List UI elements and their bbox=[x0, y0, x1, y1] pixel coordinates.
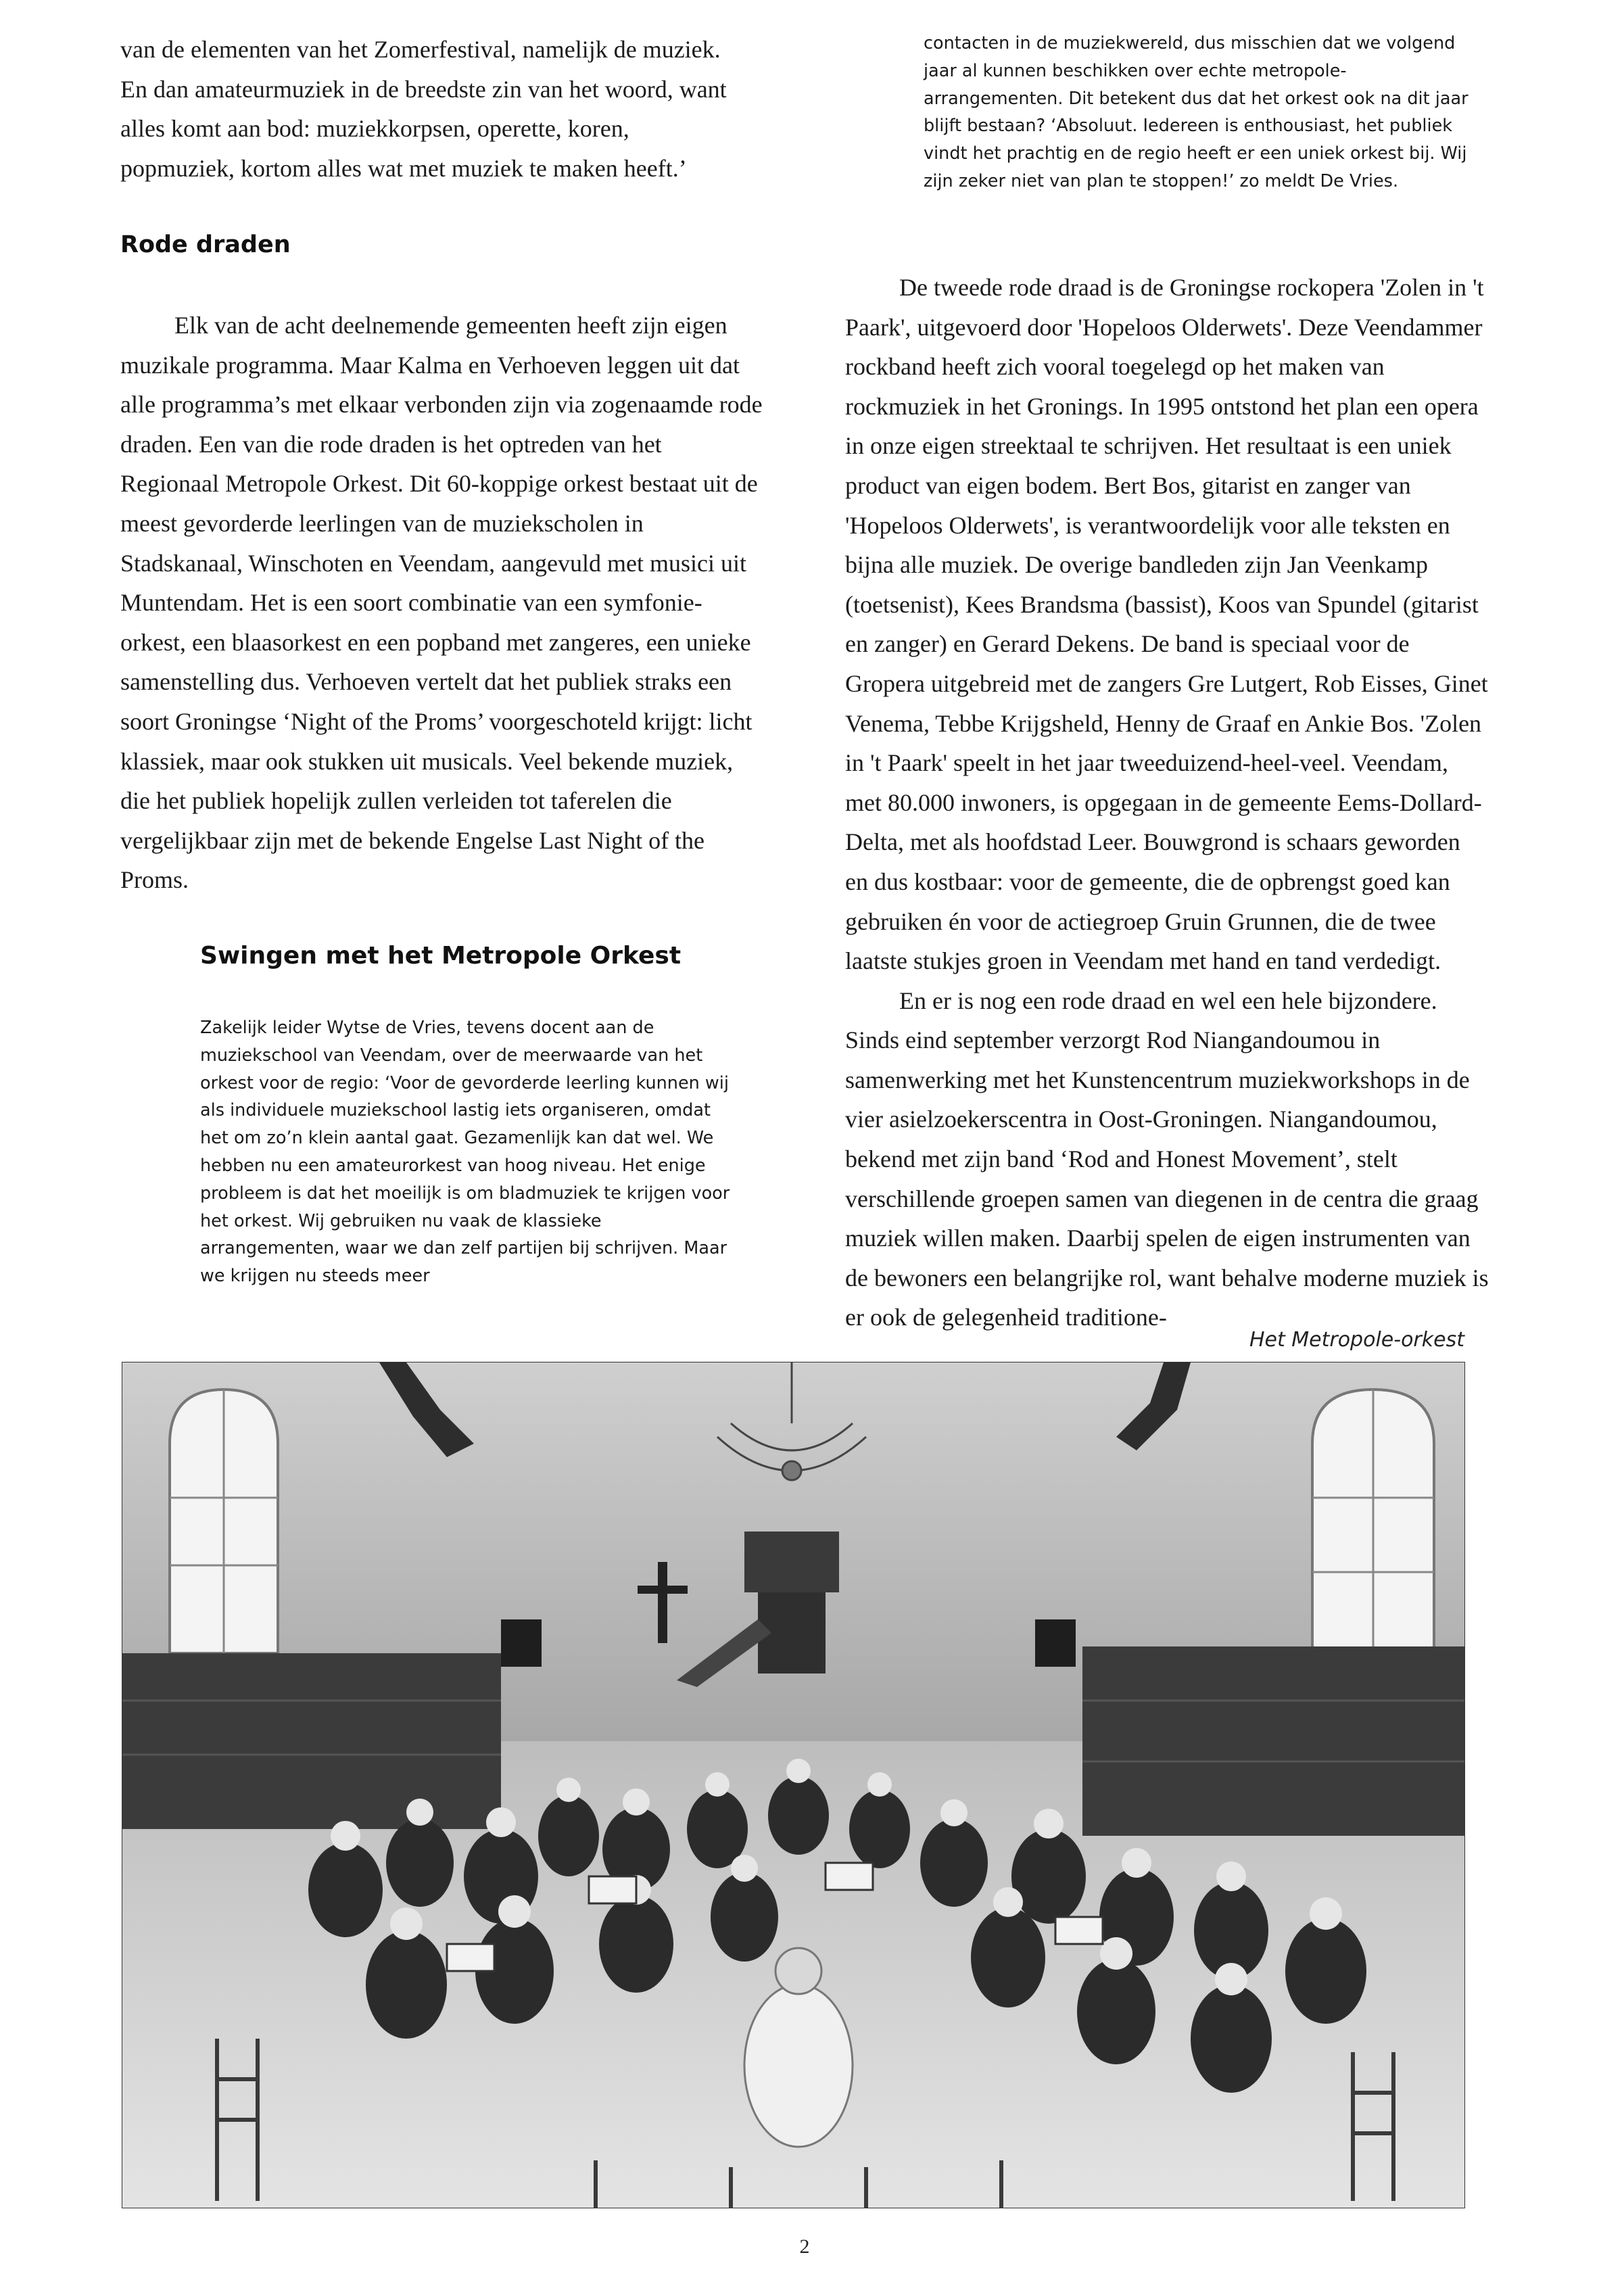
box-text-left bbox=[200, 1014, 734, 1290]
page-number: 2 bbox=[799, 2235, 810, 2258]
right-paragraph-1: De tweede rode draad is de Groningse rockopera 'Zolen in 't Paark', uitgevoerd door 'Hopeloos Olderwets'. Deze Veendammer rockband heeft zich vooral toegelegd op het maken van rockmuziek in het Gronings. In 1995 ontstond het plan een opera in onze eigen streektaal te schrijven. Het resultaat is een uniek product van eigen bodem. Bert Bos, gitarist en zanger van 'Hopeloos Olderwets', is verantwoordelijk voor alle teksten en bijna alle muziek. De overige bandleden zijn Jan Veenkamp (toetsenist), Kees Brandsma (bassist), Koos van Spundel (gitarist en zanger) en Gerard Dekens. De band is speciaal voor de Gropera uitgebreid met de zangers Gre Lutgert, Rob Eisses, Ginet Venema, Tebbe Krijgsheld, Henny de Graaf en Ankie Bos. 'Zolen in 't Paark' speelt in het jaar tweeduizend-heel-veel. Veendam, met 80.000 inwoners, is opgegaan in de gemeente Eems-Dollard-Delta, met als hoofdstad Leer. Bouwgrond is schaars geworden en dus kostbaar: voor de gemeente, die de opbrengst goed kan gebruiken én voor de actiegroep Gruin Grunnen, die de twee laatste stukjes groen in Veendam met hand en tand verdedigt. bbox=[845, 274, 1488, 975]
window-left bbox=[170, 1390, 278, 1653]
right-paragraphs bbox=[845, 268, 1489, 1337]
speaker-left bbox=[501, 1619, 542, 1667]
orchestra-photo bbox=[122, 1362, 1465, 2208]
panelling-left bbox=[122, 1653, 501, 1829]
box-text-continued: contacten in de muziekwereld, dus misschien dat we volgend jaar al kunnen beschikken over echte metropole-arrangementen. Dit betekent dus dat het orkest ook na dit jaar blijft bestaan? ‘Absoluut. Iedereen is enthousiast, het publiek vindt het prachtig en de regio heeft er een uniek orkest bij. Wij zijn zeker niet van plan te stoppen!’ zo meldt De Vries. bbox=[924, 33, 1468, 191]
section-heading-rode-draden: Rode draden bbox=[120, 231, 291, 258]
box-text: Zakelijk leider Wytse de Vries, tevens docent aan de muziekschool van Veendam, over de meerwaarde van het orkest voor de regio: ‘Voor de gevorderde leerling kunnen wij als individuele muziekschool lastig iets organiseren, omdat het om zo’n klein aantal gaat. Gezamenlijk kan dat wel. We hebben nu een amateurorkest van hoog niveau. Het enige probleem is dat het moeilijk is om bladmuziek te krijgen voor het orkest. Wij gebruiken nu vaak de klassieke arrangementen, waar we dan zelf partijen bij schrijven. Maar we krijgen nu steeds meer bbox=[200, 1018, 730, 1287]
orchestra-photo-illustration bbox=[122, 1362, 1464, 2208]
box-heading-swingen: Swingen met het Metropole Orkest bbox=[200, 942, 682, 970]
speaker-right bbox=[1035, 1619, 1076, 1667]
rode-draden-paragraph bbox=[120, 306, 766, 900]
panelling-right bbox=[1082, 1646, 1464, 1836]
intro-text: van de elementen van het Zomerfestival, namelijk de muziek. En dan amateurmuziek in de breedste zin van het woord, want alles komt aan bod: muziekkorpsen, operette, koren, popmuziek, kortom alles wat met muziek te maken heeft.’ bbox=[120, 36, 727, 182]
photo-caption: Het Metropole-orkest bbox=[1249, 1328, 1464, 1352]
right-paragraph-2: En er is nog een rode draad en wel een hele bijzondere. Sinds eind september verzorgt Rod Niangandoumou in samenwerking met het Kunstencentrum muziekworkshops in de vier asielzoekerscentra in Oost-Groningen. Niangandoumou, bekend met zijn band ‘Rod and Honest Movement’, stelt verschillende groepen samen van diegenen in de centra die graag muziek willen maken. Daarbij spelen de eigen instrumenten van de bewoners een belangrijke rol, want behalve moderne muziek is er ook de gelegenheid traditione- bbox=[845, 987, 1489, 1331]
box-text-right bbox=[924, 30, 1468, 195]
window-right bbox=[1312, 1390, 1434, 1660]
rode-draden-text: Elk van de acht deelnemende gemeenten heeft zijn eigen muzikale programma. Maar Kalma en Verhoeven leggen uit dat alle programma’s met elkaar verbonden zijn via zogenaamde rode draden. Een van die rode draden is het optreden van het Regionaal Metropole Orkest. Dit 60-koppige orkest bestaat uit de meest gevorderde leerlingen van de muziekscholen in Stadskanaal, Winschoten en Veendam, aangevuld met musici uit Muntendam. Het is een soort combinatie van een symfonie-orkest, een blaasorkest en een popband met zangeres, een unieke samenstelling dus. Verhoeven vertelt dat het publiek straks een soort Groningse ‘Night of the Proms’ voorgeschoteld krijgt: licht klassiek, maar ook stukken uit musicals. Veel bekende muziek, die het publiek hopelijk zullen verleiden tot taferelen die vergelijkbaar zijn met de bekende Engelse Last Night of the Proms. bbox=[120, 312, 763, 894]
intro-paragraph bbox=[120, 30, 749, 188]
